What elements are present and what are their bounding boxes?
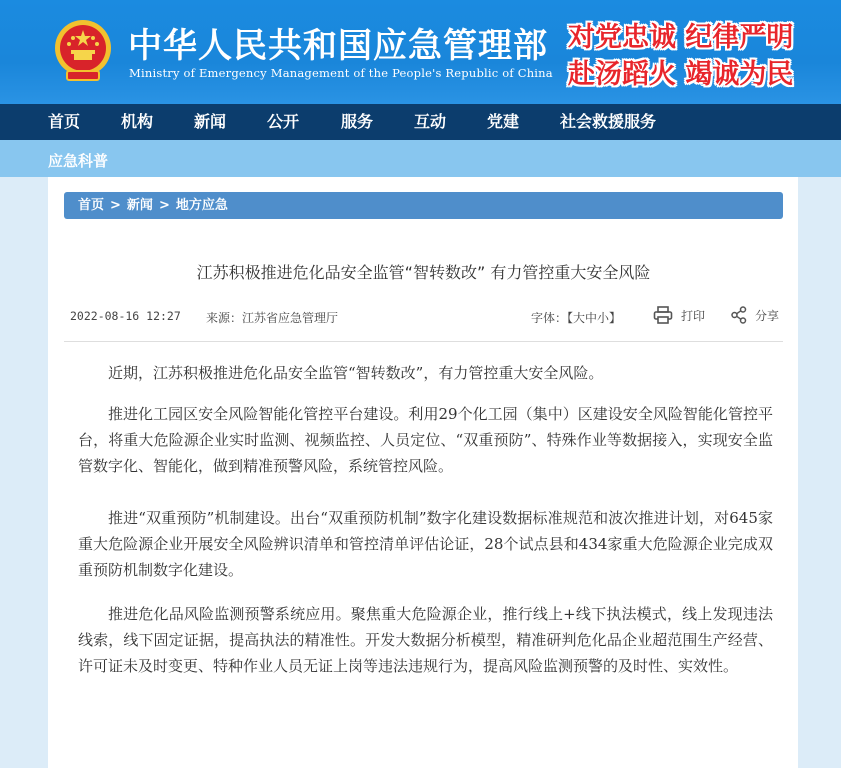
article-source: 来源：江苏省应急管理厅 bbox=[206, 311, 339, 325]
divider bbox=[64, 341, 783, 342]
breadcrumb-separator: > bbox=[110, 198, 121, 213]
article-paragraph: 推进化工园区安全风险智能化管控平台建设。利用29个化工园（集中）区建设安全风险智能化管控平台，将重大危险源企业实时监测、视频监控、人员定位、“双重预防”、特殊作业等数据接入，实现安全监管数字化、智能化，做到精准预警风险，系统管控风险。 bbox=[78, 405, 773, 475]
nav-item-party[interactable]: 党建 bbox=[487, 112, 520, 131]
print-button[interactable] bbox=[653, 306, 705, 324]
article-paragraph: 近期，江苏积极推进危化品安全监管“智转数改”，有力管控重大安全风险。 bbox=[108, 364, 604, 382]
article-paragraph: 推进“双重预防”机制建设。出台“双重预防机制”数字化建设数据标准规范和波次推进计划，对645家重大危险源企业开展安全风险辨识清单和管控清单评估论证，28个试点县和434家重大危险源企业完成双重预防机制数字化建设。 bbox=[78, 509, 773, 579]
nav-item-rescue-services[interactable]: 社会救援服务 bbox=[560, 112, 657, 131]
article-title: 江苏积极推进危化品安全监管“智转数改” 有力管控重大安全风险 bbox=[196, 263, 651, 282]
breadcrumb-local[interactable]: 地方应急 bbox=[175, 198, 228, 213]
site-title[interactable]: 中华人民共和国应急管理部 bbox=[128, 26, 548, 66]
breadcrumb-home[interactable]: 首页 bbox=[78, 198, 105, 213]
main-nav bbox=[0, 104, 841, 140]
site-title-english: Ministry of Emergency Management of the People's Republic of China bbox=[129, 66, 553, 80]
section-label[interactable]: 应急科普 bbox=[48, 152, 109, 170]
nav-item-news[interactable]: 新闻 bbox=[194, 112, 227, 131]
font-size-selector[interactable]: 字体：【大中小】 bbox=[531, 311, 622, 325]
print-label: 打印 bbox=[681, 308, 706, 323]
article-date: 2022-08-16 12:27 bbox=[70, 309, 181, 323]
share-button[interactable] bbox=[731, 306, 779, 324]
nav-item-interaction[interactable]: 互动 bbox=[414, 112, 447, 131]
breadcrumb-separator: > bbox=[158, 198, 170, 213]
nav-item-services[interactable]: 服务 bbox=[341, 112, 374, 131]
share-label: 分享 bbox=[755, 308, 780, 323]
article-paragraph: 推进危化品风险监测预警系统应用。聚焦重大危险源企业，推行线上+线下执法模式，线上发现违法线索，线下固定证据，提高执法的精准性。开发大数据分析模型，精准研判危化品企业超范围生产经营、许可证未及时变更、特种作业人员无证上岗等违法违规行为，提高风险监测预警的及时性、实效性。 bbox=[78, 605, 773, 675]
slogan-line-1: 对党忠诚 纪律严明 bbox=[568, 22, 794, 53]
breadcrumb-news[interactable]: 新闻 bbox=[126, 198, 153, 213]
section-band bbox=[0, 140, 841, 177]
national-emblem-icon[interactable] bbox=[52, 18, 114, 84]
breadcrumb bbox=[64, 192, 783, 219]
nav-item-organization[interactable]: 机构 bbox=[121, 112, 154, 131]
printer-icon bbox=[653, 306, 673, 324]
share-icon bbox=[731, 306, 747, 324]
slogan-line-2: 赴汤蹈火 竭诚为民 bbox=[568, 59, 794, 90]
site-header bbox=[0, 0, 841, 104]
nav-item-public[interactable]: 公开 bbox=[267, 112, 300, 131]
nav-item-home[interactable]: 首页 bbox=[48, 112, 81, 131]
